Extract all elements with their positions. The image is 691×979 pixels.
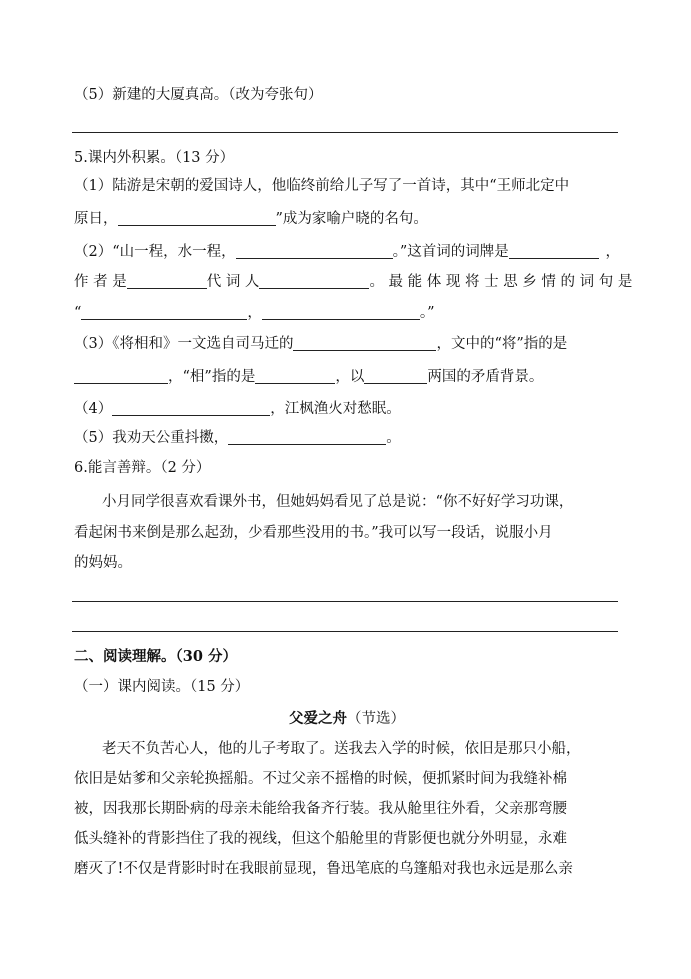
q4-item5 xyxy=(74,84,620,106)
s5-item1-text-b: ”成为家喻户晓的名句。 xyxy=(275,211,428,227)
part2-sub1: （一）课内阅读。（15 分） xyxy=(74,679,250,695)
s6-para-line2: 看起闲书来倒是那么起劲，少看那些没用的书。”我可以写一段话，说服小月 xyxy=(74,525,553,541)
s5-item2-line1 xyxy=(74,241,620,263)
article-line: 老天不负苦心人，他的儿子考取了。送我去入学的时候，依旧是那只小船， xyxy=(102,741,581,757)
fill-blank[interactable] xyxy=(509,243,599,259)
fill-blank[interactable] xyxy=(293,335,436,351)
article-line: 依旧是姑爹和父亲轮换摇船。不过父亲不摇橹的时候，便抓紧时间为我缝补棉 xyxy=(74,771,567,787)
section6-title: 6.能言善辩。（2 分） xyxy=(74,460,211,476)
fill-blank[interactable] xyxy=(81,304,247,320)
s5-item4-text-b: ，江枫渔火对愁眠。 xyxy=(270,401,401,417)
s5-item5 xyxy=(74,427,620,449)
article-line: 被，因我那长期卧病的母亲未能给我备齐行装。我从舱里往外看，父亲那弯腰 xyxy=(74,801,567,817)
s5-item5-text-b: 。 xyxy=(386,430,401,446)
s5-item3-text-c: ，“相”指的是 xyxy=(168,369,256,385)
article-title: 父爱之舟 xyxy=(289,710,347,727)
s6-para-line3: 的妈妈。 xyxy=(74,555,132,571)
fill-blank[interactable] xyxy=(74,368,168,384)
answer-line[interactable] xyxy=(72,631,618,632)
article-heading xyxy=(74,708,620,730)
s5-item1-text-a: 原日， xyxy=(74,211,118,227)
fill-blank[interactable] xyxy=(236,243,393,259)
answer-line[interactable] xyxy=(72,132,618,133)
article-line: 低头缝补的背影挡住了我的视线，但这个船舱里的背影便也就分外明显，永难 xyxy=(74,831,567,847)
s5-item2-text-b: 。”这首词的词牌是 xyxy=(392,244,509,260)
article-note: （节选） xyxy=(347,711,405,727)
s5-item4 xyxy=(74,398,620,420)
fill-blank[interactable] xyxy=(259,273,369,289)
fill-blank[interactable] xyxy=(127,273,207,289)
fill-blank[interactable] xyxy=(118,210,276,226)
q4-item5-text: （5）新建的大厦真高。（改为夸张句） xyxy=(74,87,323,103)
part2-title: 二、阅读理解。（30 分） xyxy=(74,648,237,665)
s5-item3-text-e: 两国的矛盾背景。 xyxy=(427,369,544,385)
s5-item3-line1 xyxy=(74,333,620,355)
s5-item3-line2 xyxy=(74,366,620,388)
s5-item2-line3 xyxy=(74,302,620,324)
fill-blank[interactable] xyxy=(228,429,386,445)
s5-item2-text-d: 作 者 是 xyxy=(74,274,127,290)
s5-item3-text-b: ，文中的“将”指的是 xyxy=(436,336,568,352)
fill-blank[interactable] xyxy=(262,304,420,320)
fill-blank[interactable] xyxy=(364,368,427,384)
s5-item2-text-e: 代 词 人 xyxy=(206,274,260,290)
s5-item2-text-f: 。 最 能 体 现 将 士 思 乡 情 的 词 句 是 xyxy=(369,274,633,290)
s5-item2-line2 xyxy=(74,271,633,293)
section5-title: 5.课内外积累。（13 分） xyxy=(74,150,235,166)
s5-item2-text-c: ， xyxy=(605,244,620,260)
fill-blank[interactable] xyxy=(112,400,270,416)
s5-item2-text-i: 。” xyxy=(419,305,435,321)
s5-item3-text-d: ，以 xyxy=(335,369,365,385)
s5-item2-text-h: ， xyxy=(247,305,262,321)
s5-item4-text-a: （4） xyxy=(74,401,113,417)
s5-item5-text-a: （5）我劝天公重抖擞， xyxy=(74,430,229,446)
s6-para-line1: 小月同学很喜欢看课外书，但她妈妈看见了总是说：“你不好好学习功课， xyxy=(102,494,574,510)
fill-blank[interactable] xyxy=(255,368,335,384)
s5-item1-line2 xyxy=(74,208,620,230)
article-line: 磨灭了!不仅是背影时时在我眼前显现，鲁迅笔底的乌篷船对我也永远是那么亲 xyxy=(74,861,573,877)
s5-item1-line1: （1）陆游是宋朝的爱国诗人，他临终前给儿子写了一首诗，其中“王师北定中 xyxy=(74,178,570,194)
s5-item2-text-g: “ xyxy=(74,305,82,321)
answer-line[interactable] xyxy=(72,601,618,602)
s5-item3-text-a: （3）《将相和》一文选自司马迁的 xyxy=(74,336,294,352)
s5-item2-text-a: （2）“山一程，水一程， xyxy=(74,244,236,260)
